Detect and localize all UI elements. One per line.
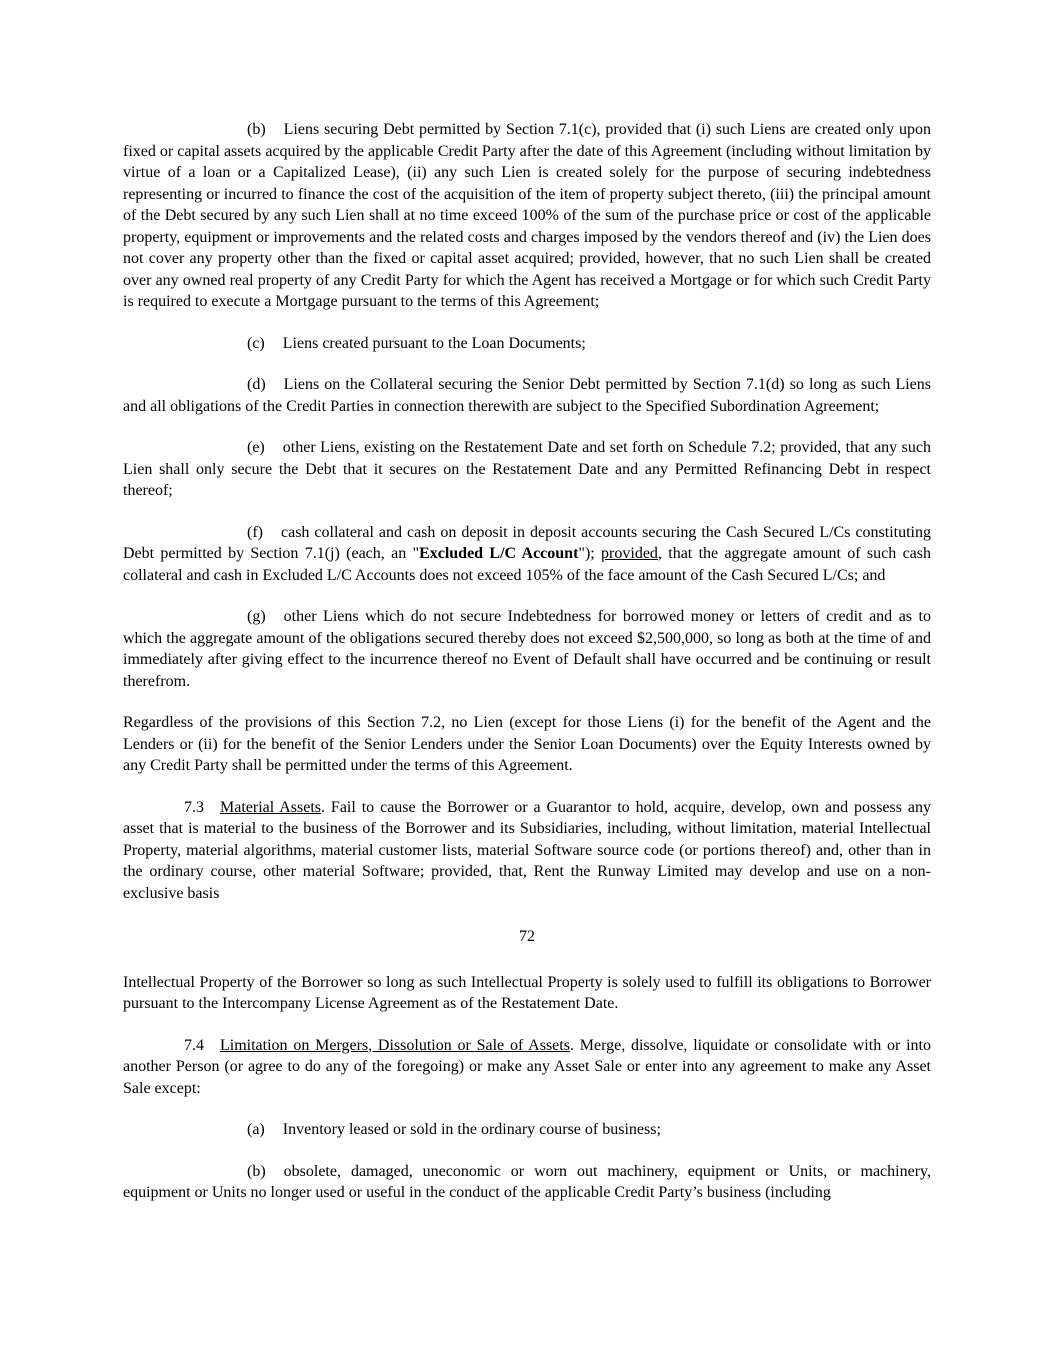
paragraph-7-2-b-text: Liens securing Debt permitted by Section 7.1(c), provided that (i) such Liens are created only upon fixed or capital assets acquired by the applicable Credit Party after the date of this Agreement (including without limitation by virtue of a loan or a Capitalized Lease), (ii) any such Lien is created solely for the purpose of securing indebtedness representing or incurred to finance the cost of the acquisition of the item of property subject thereto, (iii) the principal amount of the Debt secured by any such Lien shall at no time exceed 100% of the sum of the purchase price or cost of the applicable property, equipment or improvements and the related costs and charges imposed by the vendors thereof and (iv) the Lien does not cover any property other than the fixed or capital asset acquired; provided, however, that no such Lien shall be created over any owned real property of any Credit Party for which the Agent has received a Mortgage or for which such Credit Party is required to execute a Mortgage pursuant to the terms of this Agreement; bbox=[123, 121, 931, 310]
paragraph-7-2-f-text-2: "); bbox=[578, 545, 602, 562]
list-marker-e: (e) bbox=[247, 439, 265, 456]
section-7-4 bbox=[123, 1035, 931, 1100]
page-number: 72 bbox=[519, 928, 535, 945]
paragraph-continuation: Intellectual Property of the Borrower so long as such Intellectual Property is solely used to fulfill its obligations to Borrower pursuant to the Intercompany License Agreement as of the Restatement Date. bbox=[123, 973, 931, 1012]
list-marker-g: (g) bbox=[247, 608, 266, 625]
list-marker-d: (d) bbox=[247, 376, 266, 393]
paragraph-7-4-a bbox=[123, 1119, 931, 1141]
paragraph-7-2-g bbox=[123, 606, 931, 692]
paragraph-7-2-f-text-1: cash collateral and cash on deposit in deposit accounts securing the Cash Secured L/Cs constituting Debt permitted by Section 7.1(j) (each, an " bbox=[123, 523, 931, 562]
underlined-term-provided: provided bbox=[601, 545, 658, 562]
list-marker-f: (f) bbox=[247, 523, 263, 541]
paragraph-7-2-closing: Regardless of the provisions of this Section 7.2, no Lien (except for those Liens (i) for the benefit of the Agent and the Lenders or (ii) for the benefit of the Senior Lenders under the Senior Loan Documents) over the Equity Interests owned by any Credit Party shall be permitted under the terms of this Agreement. bbox=[123, 714, 931, 774]
paragraph-7-2-d bbox=[123, 374, 931, 417]
paragraph-7-4-b bbox=[123, 1161, 931, 1204]
section-7-3-text: . Fail to cause the Borrower or a Guarantor to hold, acquire, develop, own and possess any asset that is material to the business of the Borrower and its Subsidiaries, including, without limitation, material Intellectual Property, material algorithms, material customer lists, material Software source code (or portions thereof) and, other than in the ordinary course, other material Software; provided, that, Rent the Runway Limited may develop and use on a non-exclusive basis bbox=[123, 798, 932, 902]
defined-term-excluded-lc-account: Excluded L/C Account bbox=[419, 545, 579, 562]
paragraph-7-2-f-text-3: , that the aggregate amount of such cash collateral and cash in Excluded L/C Accounts does not exceed 105% of the face amount of the Cash Secured L/Cs; and bbox=[123, 545, 932, 584]
section-heading-material-assets: Material Assets bbox=[220, 798, 322, 816]
paragraph-7-2-f bbox=[123, 522, 931, 587]
section-number-7-3: 7.3 bbox=[184, 798, 204, 816]
section-heading-limitation-on-mergers: Limitation on Mergers, Dissolution or Sale of Assets bbox=[220, 1036, 570, 1054]
list-marker-7-4-a: (a) bbox=[247, 1121, 265, 1138]
section-7-4-text: . Merge, dissolve, liquidate or consolidate with or into another Person (or agree to do any of the foregoing) or make any Asset Sale or enter into any agreement to make any Asset Sale except: bbox=[123, 1036, 931, 1097]
paragraph-7-2-b bbox=[123, 119, 931, 313]
list-marker-7-4-b: (b) bbox=[247, 1162, 266, 1180]
list-marker-c: (c) bbox=[247, 334, 265, 352]
paragraph-7-4-b-text: obsolete, damaged, uneconomic or worn out machinery, equipment or Units, or machinery, equipment or Units no longer used or useful in the conduct of the applicable Credit Party’s business (including bbox=[123, 1162, 931, 1201]
paragraph-7-2-c bbox=[123, 333, 931, 355]
section-7-3 bbox=[123, 797, 931, 905]
list-marker-b: (b) bbox=[247, 121, 266, 138]
paragraph-7-2-c-text: Liens created pursuant to the Loan Documents; bbox=[282, 334, 586, 352]
section-number-7-4: 7.4 bbox=[184, 1036, 204, 1054]
paragraph-7-4-a-text: Inventory leased or sold in the ordinary course of business; bbox=[282, 1121, 661, 1138]
paragraph-7-2-d-text: Liens on the Collateral securing the Senior Debt permitted by Section 7.1(d) so long as such Liens and all obligations of the Credit Parties in connection therewith are subject to the Specified Subordination Agreement; bbox=[123, 376, 931, 415]
paragraph-7-2-e bbox=[123, 437, 931, 502]
paragraph-7-2-g-text: other Liens which do not secure Indebtedness for borrowed money or letters of credit and as to which the aggregate amount of the obligations secured thereby does not exceed $2,500,000, so long as both at the time of and immediately after giving effect to the incurrence thereof no Event of Default shall have occurred and be continuing or result therefrom. bbox=[123, 608, 931, 690]
paragraph-7-2-e-text: other Liens, existing on the Restatement Date and set forth on Schedule 7.2; provided, that any such Lien shall only secure the Debt that it secures on the Restatement Date and any Permitted Refinancing Debt in respect thereof; bbox=[123, 439, 931, 499]
